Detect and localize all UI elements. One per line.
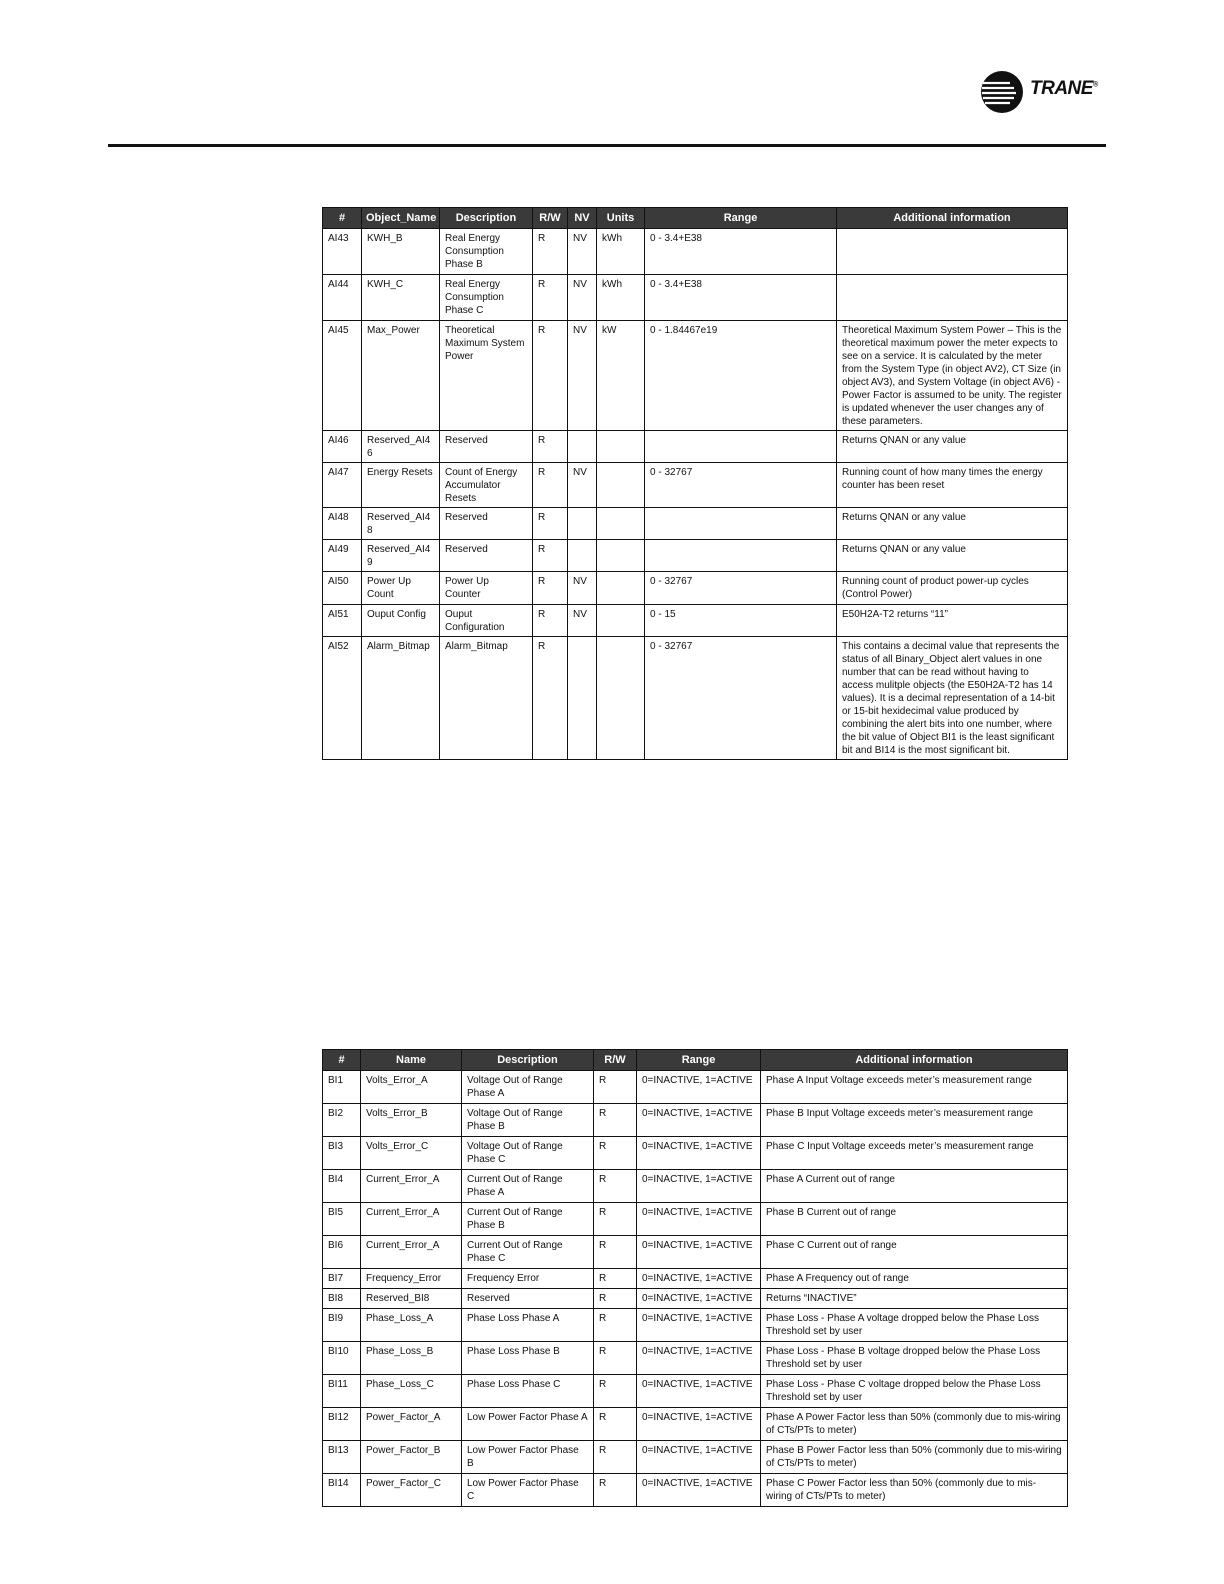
ai-cell-nv: [568, 637, 597, 760]
bi-header-r-w: R/W: [594, 1050, 637, 1071]
ai-cell-description: Count of Energy Accumulator Resets: [440, 463, 533, 508]
bi-cell-range: 0=INACTIVE, 1=ACTIVE: [637, 1375, 761, 1408]
ai-cell-units: kW: [597, 321, 645, 431]
ai-cell-number: AI43: [323, 229, 362, 275]
bi-cell-additional-information: Phase A Frequency out of range: [761, 1269, 1068, 1289]
bi-cell-range: 0=INACTIVE, 1=ACTIVE: [637, 1474, 761, 1507]
ai-header-r-w: R/W: [533, 208, 568, 229]
bi-cell-number: BI2: [323, 1104, 361, 1137]
table-row: [323, 1071, 1068, 1104]
ai-cell-description: Reserved: [440, 431, 533, 463]
ai-cell-object-name: Power Up Count: [362, 572, 440, 605]
ai-cell-object-name: KWH_C: [362, 275, 440, 321]
ai-cell-range: 0 - 32767: [645, 572, 837, 605]
header-rule: [108, 144, 1106, 147]
ai-cell-description: Power Up Counter: [440, 572, 533, 605]
ai-cell-units: [597, 572, 645, 605]
bi-cell-range: 0=INACTIVE, 1=ACTIVE: [637, 1236, 761, 1269]
ai-cell-additional-information: Returns QNAN or any value: [837, 431, 1068, 463]
bi-cell-r-w: R: [594, 1104, 637, 1137]
bi-cell-additional-information: Phase A Power Factor less than 50% (commonly due to mis-wiring of CTs/PTs to meter): [761, 1408, 1068, 1441]
bi-header-number: #: [323, 1050, 361, 1071]
bi-cell-r-w: R: [594, 1289, 637, 1309]
bi-cell-r-w: R: [594, 1269, 637, 1289]
bi-cell-name: Power_Factor_A: [361, 1408, 462, 1441]
bi-cell-range: 0=INACTIVE, 1=ACTIVE: [637, 1408, 761, 1441]
ai-cell-description: Reserved: [440, 508, 533, 540]
table-row: [323, 508, 1068, 540]
ai-cell-r-w: R: [533, 508, 568, 540]
bi-cell-range: 0=INACTIVE, 1=ACTIVE: [637, 1104, 761, 1137]
ai-cell-range: [645, 431, 837, 463]
bi-cell-name: Current_Error_A: [361, 1170, 462, 1203]
ai-cell-nv: NV: [568, 321, 597, 431]
ai-cell-r-w: R: [533, 229, 568, 275]
ai-cell-r-w: R: [533, 540, 568, 572]
ai-cell-r-w: R: [533, 321, 568, 431]
ai-header-additional-information: Additional information: [837, 208, 1068, 229]
bi-cell-description: Phase Loss Phase B: [462, 1342, 594, 1375]
bi-cell-range: 0=INACTIVE, 1=ACTIVE: [637, 1309, 761, 1342]
ai-cell-additional-information: [837, 275, 1068, 321]
ai-cell-r-w: R: [533, 463, 568, 508]
ai-header-row: [323, 208, 1068, 229]
ai-cell-units: kWh: [597, 229, 645, 275]
ai-cell-object-name: Alarm_Bitmap: [362, 637, 440, 760]
table-row: [323, 637, 1068, 760]
bi-cell-additional-information: Phase A Current out of range: [761, 1170, 1068, 1203]
bi-cell-r-w: R: [594, 1236, 637, 1269]
ai-cell-additional-information: Running count of how many times the energy counter has been reset: [837, 463, 1068, 508]
bi-cell-number: BI6: [323, 1236, 361, 1269]
bi-cell-name: Power_Factor_B: [361, 1441, 462, 1474]
table-row: [323, 1137, 1068, 1170]
bi-cell-additional-information: Phase Loss - Phase C voltage dropped below the Phase Loss Threshold set by user: [761, 1375, 1068, 1408]
bi-cell-r-w: R: [594, 1309, 637, 1342]
bi-cell-r-w: R: [594, 1441, 637, 1474]
bi-cell-number: BI5: [323, 1203, 361, 1236]
bi-cell-additional-information: Phase C Current out of range: [761, 1236, 1068, 1269]
bi-cell-additional-information: Phase Loss - Phase B voltage dropped below the Phase Loss Threshold set by user: [761, 1342, 1068, 1375]
ai-cell-nv: [568, 508, 597, 540]
brand-name: TRANE®: [1030, 78, 1098, 99]
bi-cell-r-w: R: [594, 1170, 637, 1203]
ai-cell-nv: NV: [568, 229, 597, 275]
bi-cell-additional-information: Phase A Input Voltage exceeds meter’s measurement range: [761, 1071, 1068, 1104]
bi-cell-name: Volts_Error_B: [361, 1104, 462, 1137]
ai-cell-units: [597, 431, 645, 463]
ai-cell-range: 0 - 15: [645, 605, 837, 637]
ai-cell-units: kWh: [597, 275, 645, 321]
ai-cell-number: AI45: [323, 321, 362, 431]
bi-cell-additional-information: Phase C Input Voltage exceeds meter’s measurement range: [761, 1137, 1068, 1170]
ai-cell-r-w: R: [533, 431, 568, 463]
ai-cell-number: AI47: [323, 463, 362, 508]
ai-cell-object-name: Reserved_AI48: [362, 508, 440, 540]
bi-cell-description: Frequency Error: [462, 1269, 594, 1289]
table-row: [323, 1474, 1068, 1507]
bi-cell-additional-information: Phase C Power Factor less than 50% (commonly due to mis-wiring of CTs/PTs to meter): [761, 1474, 1068, 1507]
ai-cell-units: [597, 463, 645, 508]
bi-cell-description: Voltage Out of Range Phase C: [462, 1137, 594, 1170]
bi-cell-number: BI4: [323, 1170, 361, 1203]
ai-cell-range: 0 - 3.4+E38: [645, 229, 837, 275]
bi-cell-name: Current_Error_A: [361, 1203, 462, 1236]
ai-cell-r-w: R: [533, 637, 568, 760]
table-row: [323, 1104, 1068, 1137]
bi-header-additional-information: Additional information: [761, 1050, 1068, 1071]
table-row: [323, 605, 1068, 637]
ai-cell-description: Alarm_Bitmap: [440, 637, 533, 760]
bi-cell-description: Current Out of Range Phase B: [462, 1203, 594, 1236]
bi-cell-number: BI14: [323, 1474, 361, 1507]
ai-cell-description: Ouput Configuration: [440, 605, 533, 637]
bi-cell-r-w: R: [594, 1071, 637, 1104]
ai-cell-range: 0 - 32767: [645, 637, 837, 760]
ai-cell-number: AI52: [323, 637, 362, 760]
bi-cell-description: Voltage Out of Range Phase B: [462, 1104, 594, 1137]
bi-cell-r-w: R: [594, 1474, 637, 1507]
bi-cell-additional-information: Phase Loss - Phase A voltage dropped below the Phase Loss Threshold set by user: [761, 1309, 1068, 1342]
ai-cell-range: [645, 508, 837, 540]
bi-cell-description: Current Out of Range Phase C: [462, 1236, 594, 1269]
ai-header-units: Units: [597, 208, 645, 229]
ai-cell-additional-information: E50H2A-T2 returns “11”: [837, 605, 1068, 637]
ai-cell-units: [597, 637, 645, 760]
ai-header-range: Range: [645, 208, 837, 229]
bi-cell-description: Reserved: [462, 1289, 594, 1309]
table-row: [323, 1269, 1068, 1289]
table-row: [323, 1441, 1068, 1474]
table-row: [323, 229, 1068, 275]
ai-cell-r-w: R: [533, 605, 568, 637]
table-row: [323, 540, 1068, 572]
ai-cell-r-w: R: [533, 572, 568, 605]
ai-cell-object-name: Reserved_AI46: [362, 431, 440, 463]
bi-cell-description: Low Power Factor Phase A: [462, 1408, 594, 1441]
ai-cell-description: Theoretical Maximum System Power: [440, 321, 533, 431]
bi-cell-number: BI10: [323, 1342, 361, 1375]
bi-header-range: Range: [637, 1050, 761, 1071]
table-row: [323, 1408, 1068, 1441]
bi-cell-description: Current Out of Range Phase A: [462, 1170, 594, 1203]
ai-cell-number: AI51: [323, 605, 362, 637]
bi-header-description: Description: [462, 1050, 594, 1071]
ai-cell-nv: [568, 540, 597, 572]
bi-cell-number: BI12: [323, 1408, 361, 1441]
bi-cell-range: 0=INACTIVE, 1=ACTIVE: [637, 1203, 761, 1236]
bi-cell-name: Frequency_Error: [361, 1269, 462, 1289]
table-row: [323, 1342, 1068, 1375]
table-row: [323, 463, 1068, 508]
bi-cell-name: Volts_Error_C: [361, 1137, 462, 1170]
table-row: [323, 572, 1068, 605]
table-row: [323, 1236, 1068, 1269]
bi-cell-name: Power_Factor_C: [361, 1474, 462, 1507]
bi-cell-description: Voltage Out of Range Phase A: [462, 1071, 594, 1104]
ai-cell-object-name: Ouput Config: [362, 605, 440, 637]
bi-cell-range: 0=INACTIVE, 1=ACTIVE: [637, 1269, 761, 1289]
bi-cell-additional-information: Phase B Current out of range: [761, 1203, 1068, 1236]
bi-cell-name: Phase_Loss_A: [361, 1309, 462, 1342]
bi-cell-description: Phase Loss Phase C: [462, 1375, 594, 1408]
ai-cell-number: AI46: [323, 431, 362, 463]
ai-cell-range: 0 - 32767: [645, 463, 837, 508]
ai-cell-nv: NV: [568, 605, 597, 637]
ai-cell-units: [597, 508, 645, 540]
ai-cell-additional-information: Returns QNAN or any value: [837, 540, 1068, 572]
bi-cell-additional-information: Phase B Power Factor less than 50% (commonly due to mis-wiring of CTs/PTs to meter): [761, 1441, 1068, 1474]
bi-header-name: Name: [361, 1050, 462, 1071]
ai-cell-number: AI49: [323, 540, 362, 572]
bi-cell-additional-information: Phase B Input Voltage exceeds meter’s measurement range: [761, 1104, 1068, 1137]
table-row: [323, 1309, 1068, 1342]
bi-cell-range: 0=INACTIVE, 1=ACTIVE: [637, 1289, 761, 1309]
ai-cell-object-name: KWH_B: [362, 229, 440, 275]
ai-cell-number: AI50: [323, 572, 362, 605]
table-row: [323, 431, 1068, 463]
analog-input-table: [322, 207, 1068, 760]
bi-cell-r-w: R: [594, 1342, 637, 1375]
trane-logo-mark-icon: [980, 70, 1024, 114]
ai-cell-description: Real Energy Consumption Phase B: [440, 229, 533, 275]
table-row: [323, 1289, 1068, 1309]
binary-input-table: [322, 1049, 1068, 1507]
bi-cell-name: Current_Error_A: [361, 1236, 462, 1269]
ai-cell-units: [597, 605, 645, 637]
bi-cell-description: Phase Loss Phase A: [462, 1309, 594, 1342]
bi-cell-number: BI11: [323, 1375, 361, 1408]
bi-cell-range: 0=INACTIVE, 1=ACTIVE: [637, 1342, 761, 1375]
bi-cell-r-w: R: [594, 1137, 637, 1170]
table-row: [323, 1375, 1068, 1408]
ai-cell-additional-information: Returns QNAN or any value: [837, 508, 1068, 540]
ai-cell-object-name: Energy Resets: [362, 463, 440, 508]
bi-header-row: [323, 1050, 1068, 1071]
bi-cell-number: BI13: [323, 1441, 361, 1474]
ai-header-description: Description: [440, 208, 533, 229]
ai-cell-number: AI48: [323, 508, 362, 540]
table-row: [323, 1170, 1068, 1203]
bi-cell-r-w: R: [594, 1203, 637, 1236]
ai-cell-units: [597, 540, 645, 572]
ai-cell-range: 0 - 1.84467e19: [645, 321, 837, 431]
ai-cell-additional-information: Running count of product power-up cycles (Control Power): [837, 572, 1068, 605]
ai-cell-nv: NV: [568, 572, 597, 605]
ai-cell-number: AI44: [323, 275, 362, 321]
bi-cell-range: 0=INACTIVE, 1=ACTIVE: [637, 1137, 761, 1170]
bi-cell-number: BI9: [323, 1309, 361, 1342]
ai-cell-object-name: Reserved_AI49: [362, 540, 440, 572]
ai-table-body: [323, 229, 1068, 760]
ai-header-number: #: [323, 208, 362, 229]
ai-cell-range: 0 - 3.4+E38: [645, 275, 837, 321]
bi-cell-number: BI7: [323, 1269, 361, 1289]
ai-header-nv: NV: [568, 208, 597, 229]
bi-table-body: [323, 1071, 1068, 1507]
bi-cell-description: Low Power Factor Phase B: [462, 1441, 594, 1474]
ai-header-object-name: Object_Name: [362, 208, 440, 229]
ai-cell-r-w: R: [533, 275, 568, 321]
trane-logo: [980, 70, 1110, 114]
ai-cell-additional-information: [837, 229, 1068, 275]
bi-cell-r-w: R: [594, 1375, 637, 1408]
ai-cell-nv: NV: [568, 275, 597, 321]
bi-cell-number: BI1: [323, 1071, 361, 1104]
bi-cell-range: 0=INACTIVE, 1=ACTIVE: [637, 1071, 761, 1104]
bi-cell-range: 0=INACTIVE, 1=ACTIVE: [637, 1170, 761, 1203]
ai-cell-description: Real Energy Consumption Phase C: [440, 275, 533, 321]
bi-cell-name: Volts_Error_A: [361, 1071, 462, 1104]
ai-cell-description: Reserved: [440, 540, 533, 572]
ai-cell-additional-information: Theoretical Maximum System Power – This is the theoretical maximum power the meter expects to see on a service. It is calculated by the meter from the System Type (in object AV2), CT Size (in object AV3), and System Voltage (in object AV6) - Power Factor is assumed to be unity. The register is updated whenever the user changes any of these parameters.: [837, 321, 1068, 431]
bi-cell-description: Low Power Factor Phase C: [462, 1474, 594, 1507]
bi-cell-name: Phase_Loss_C: [361, 1375, 462, 1408]
bi-cell-name: Reserved_BI8: [361, 1289, 462, 1309]
bi-cell-name: Phase_Loss_B: [361, 1342, 462, 1375]
ai-cell-additional-information: This contains a decimal value that represents the status of all Binary_Object alert values in one number that can be read without having to access mulitple objects (the E50H2A-T2 has 14 values). It is a decimal representation of a 14-bit or 15-bit hexidecimal value produced by combining the alert bits into one number, where the bit value of Object BI1 is the least significant bit and BI14 is the most significant bit.: [837, 637, 1068, 760]
table-row: [323, 321, 1068, 431]
ai-cell-nv: NV: [568, 463, 597, 508]
ai-cell-object-name: Max_Power: [362, 321, 440, 431]
bi-cell-range: 0=INACTIVE, 1=ACTIVE: [637, 1441, 761, 1474]
bi-cell-number: BI3: [323, 1137, 361, 1170]
table-row: [323, 1203, 1068, 1236]
bi-cell-number: BI8: [323, 1289, 361, 1309]
ai-cell-range: [645, 540, 837, 572]
bi-cell-r-w: R: [594, 1408, 637, 1441]
bi-cell-additional-information: Returns “INACTIVE”: [761, 1289, 1068, 1309]
ai-cell-nv: [568, 431, 597, 463]
table-row: [323, 275, 1068, 321]
